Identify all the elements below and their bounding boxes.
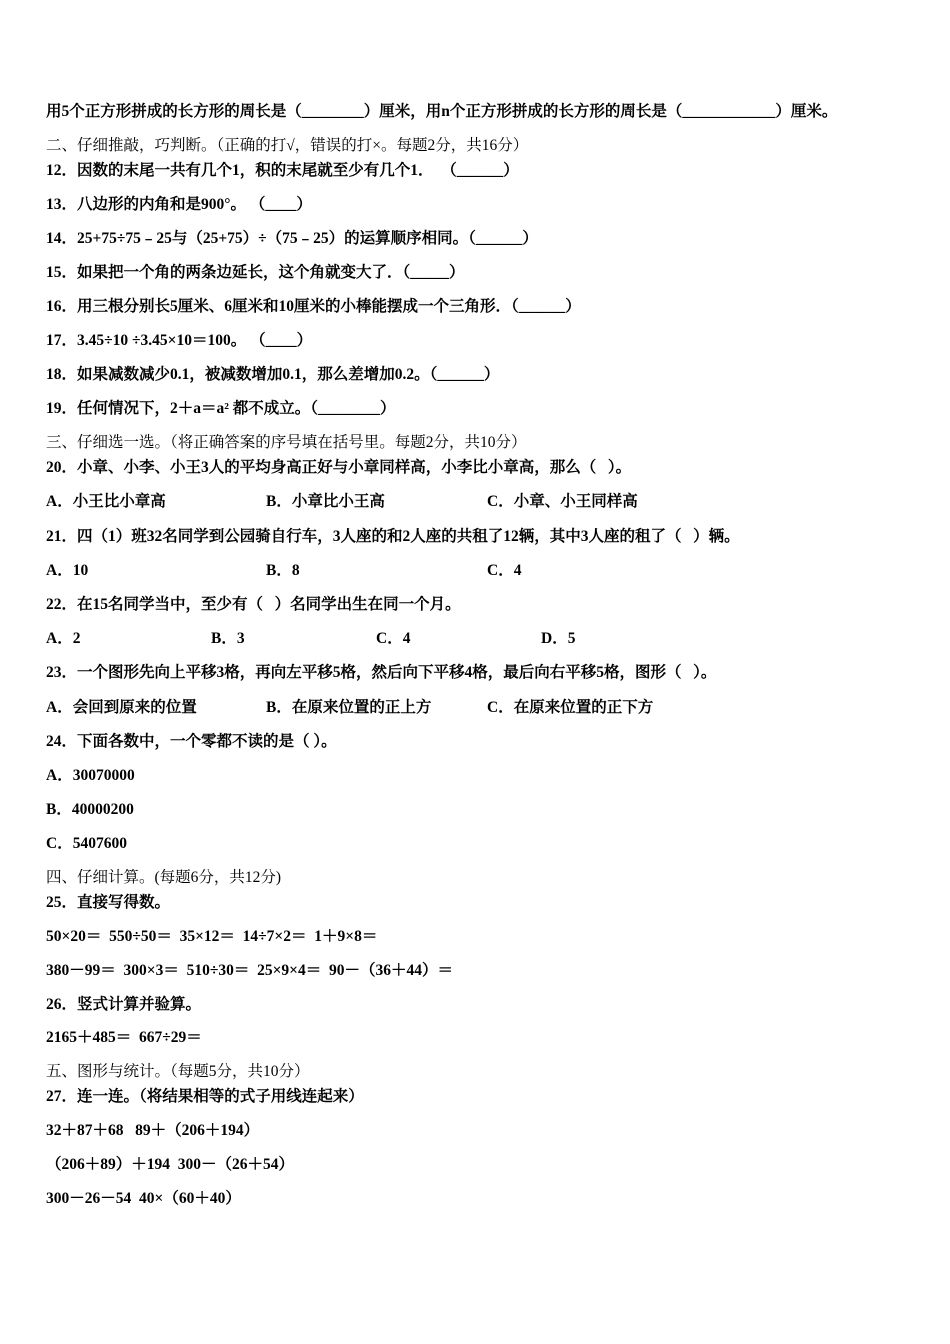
answer-option: A．2 [46, 630, 81, 647]
question-line: 26．竖式计算并验算。 [46, 996, 202, 1013]
question-line: 13．八边形的内角和是900°。 （____） [46, 196, 312, 213]
question-line: 用5个正方形拼成的长方形的周长是（________）厘米，用n个正方形拼成的长方形的周长是（____________）厘米。 [46, 103, 838, 120]
question-line: 23．一个图形先向上平移3格，再向左平移5格，然后向下平移4格，最后向右平移5格，图形（ ）。 [46, 664, 717, 681]
answer-option: B．8 [266, 562, 300, 579]
answer-option: B．在原来位置的正上方 [266, 699, 432, 716]
question-line: 50×20＝ 550÷50＝ 35×12＝ 14÷7×2＝ 1＋9×8＝ [46, 928, 378, 945]
question-line: 32＋87＋68 89＋（206＋194） [46, 1122, 260, 1139]
section-heading: 二、仔细推敲，巧判断。（正确的打√，错误的打×。每题2分，共16分） [46, 137, 529, 154]
question-line: 18．如果减数减少0.1，被减数增加0.1，那么差增加0.2。（______） [46, 366, 500, 383]
answer-options [46, 492, 906, 512]
answer-option: C．4 [376, 630, 411, 647]
answer-options [46, 561, 906, 581]
section-heading: 五、图形与统计。（每题5分，共10分） [46, 1063, 310, 1080]
answer-options [46, 698, 906, 718]
answer-option: A．小王比小章高 [46, 493, 166, 510]
answer-option: A．会回到原来的位置 [46, 699, 197, 716]
question-line: （206＋89）＋194 300－（26＋54） [46, 1156, 295, 1173]
section-heading: 四、仔细计算。(每题6分，共12分) [46, 869, 282, 886]
question-line: 16．用三根分别长5厘米、6厘米和10厘米的小棒能摆成一个三角形．（______） [46, 298, 581, 315]
section-heading: 三、仔细选一选。（将正确答案的序号填在括号里。每题2分，共10分） [46, 434, 527, 451]
question-line: 24．下面各数中，一个零都不读的是（ ）。 [46, 733, 337, 750]
question-line: 27．连一连。（将结果相等的式子用线连起来） [46, 1088, 364, 1105]
question-line: 300－26－54 40×（60＋40） [46, 1190, 241, 1207]
question-line: 2165＋485＝ 667÷29＝ [46, 1029, 202, 1046]
question-line: B．40000200 [46, 801, 134, 818]
question-line: 12．因数的末尾一共有几个1，积的末尾就至少有几个1． （______） [46, 162, 519, 179]
answer-option: D．5 [541, 630, 576, 647]
answer-option: C．4 [487, 562, 522, 579]
question-line: 14．25+75÷75﹣25与（25+75）÷（75﹣25）的运算顺序相同。（______） [46, 230, 538, 247]
answer-option: A．10 [46, 562, 89, 579]
question-line: A．30070000 [46, 767, 135, 784]
question-line: 20．小章、小李、小王3人的平均身高正好与小章同样高，小李比小章高，那么（ ）。 [46, 459, 632, 476]
question-line: 17．3.45÷10 ÷3.45×10＝100。 （____） [46, 332, 313, 349]
answer-option: C．在原来位置的正下方 [487, 699, 654, 716]
question-line: 21．四（1）班32名同学到公园骑自行车，3人座的和2人座的共租了12辆，其中3人座的租了（ ）辆。 [46, 528, 740, 545]
question-line: 22．在15名同学当中，至少有（ ）名同学出生在同一个月。 [46, 596, 461, 613]
answer-option: C．小章、小王同样高 [487, 493, 638, 510]
answer-option: B．3 [211, 630, 245, 647]
answer-option: B．小章比小王高 [266, 493, 385, 510]
question-line: 15．如果把一个角的两条边延长，这个角就变大了．（_____） [46, 264, 465, 281]
question-line: 380－99＝ 300×3＝ 510÷30＝ 25×9×4＝ 90－（36＋44）＝ [46, 962, 454, 979]
question-line: C．5407600 [46, 835, 127, 852]
question-line: 19．任何情况下，2＋a＝a² 都不成立。（________） [46, 400, 396, 417]
question-line: 25．直接写得数。 [46, 894, 171, 911]
answer-options [46, 629, 906, 649]
